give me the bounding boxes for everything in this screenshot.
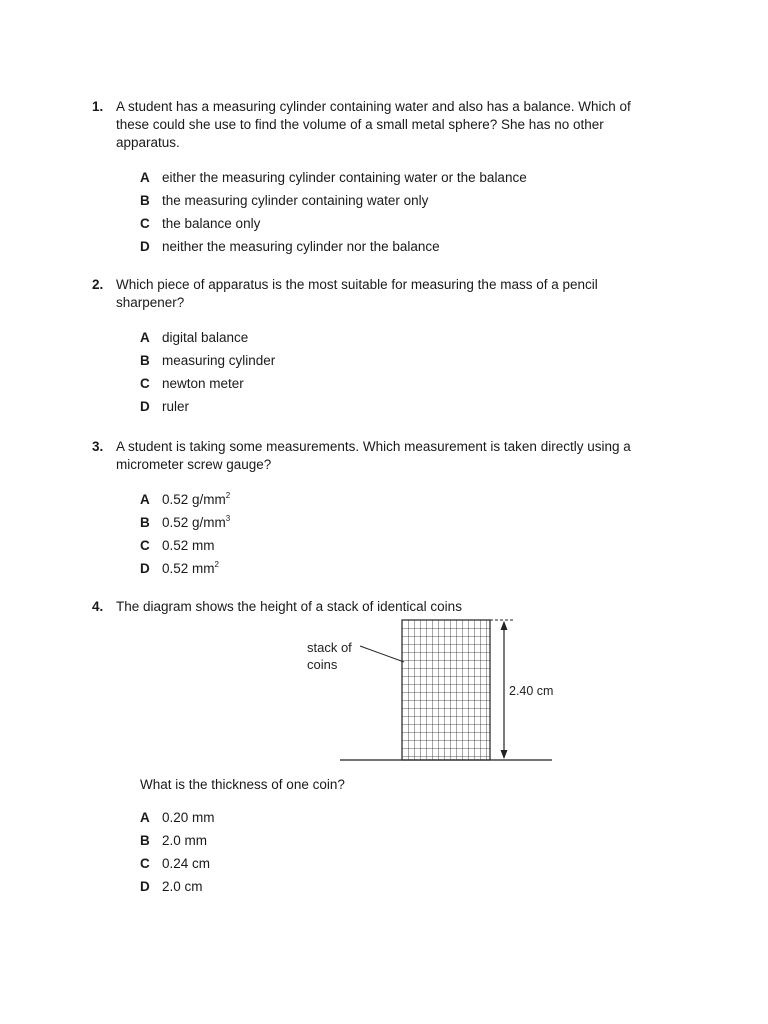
question-2 xyxy=(92,276,667,418)
option-letter: B xyxy=(140,192,150,208)
option-text xyxy=(162,560,219,578)
option-letter: C xyxy=(140,855,150,871)
option-letter: B xyxy=(140,352,150,368)
option-list xyxy=(140,806,667,898)
option-a[interactable] xyxy=(140,326,667,349)
option-text: 0.52 mm xyxy=(162,537,215,553)
option-text: the measuring cylinder containing water only xyxy=(162,192,429,208)
option-text: 2.0 cm xyxy=(162,878,203,894)
option-exponent: 3 xyxy=(225,513,231,523)
option-letter: C xyxy=(140,537,150,553)
question-text: A student has a measuring cylinder containing water and also has a balance. Which of these could she use to find the volume of a small metal sphere? She has no other apparatus. xyxy=(116,99,631,150)
option-value: 0.52 g/mm xyxy=(162,514,226,530)
option-letter: D xyxy=(140,398,150,414)
label-leader-line xyxy=(360,646,404,662)
option-d[interactable] xyxy=(140,395,667,418)
height-label: 2.40 cm xyxy=(509,684,554,698)
option-d[interactable] xyxy=(140,875,667,898)
option-text: ruler xyxy=(162,398,190,414)
option-letter: B xyxy=(140,514,150,530)
option-c[interactable] xyxy=(140,534,667,557)
question-3 xyxy=(92,438,667,580)
coin-stack-figure xyxy=(300,618,570,768)
option-d[interactable] xyxy=(140,235,667,258)
option-letter: A xyxy=(140,329,150,345)
option-exponent: 2 xyxy=(214,559,219,569)
option-text: newton meter xyxy=(162,375,244,391)
coin-stack-diagram xyxy=(300,618,570,771)
option-list xyxy=(140,488,667,580)
option-a[interactable] xyxy=(140,806,667,829)
option-letter: C xyxy=(140,215,150,231)
option-b[interactable] xyxy=(140,189,667,212)
coin-stack xyxy=(402,620,490,760)
option-text: neither the measuring cylinder nor the balance xyxy=(162,238,440,254)
option-letter: D xyxy=(140,238,150,254)
option-text: either the measuring cylinder containing water or the balance xyxy=(162,169,527,185)
question-text: Which piece of apparatus is the most suitable for measuring the mass of a pencil sharpener? xyxy=(116,277,598,310)
option-text: digital balance xyxy=(162,329,249,345)
option-text: 0.20 mm xyxy=(162,809,215,825)
option-letter: A xyxy=(140,491,150,507)
option-list xyxy=(140,166,667,258)
question-number: 3. xyxy=(92,439,104,454)
option-letter: C xyxy=(140,375,150,391)
option-text xyxy=(162,514,230,532)
question-number: 2. xyxy=(92,277,104,292)
option-text xyxy=(162,491,230,509)
option-value: 0.52 g/mm xyxy=(162,491,226,507)
sub-question-text: What is the thickness of one coin? xyxy=(140,777,345,792)
option-letter: A xyxy=(140,169,150,185)
option-text: 0.24 cm xyxy=(162,855,211,871)
question-text: A student is taking some measurements. Which measurement is taken directly using a micrometer screw gauge? xyxy=(116,439,631,472)
option-c[interactable] xyxy=(140,372,667,395)
option-exponent: 2 xyxy=(225,490,231,500)
option-a[interactable] xyxy=(140,166,667,189)
option-letter: B xyxy=(140,832,150,848)
option-text: measuring cylinder xyxy=(162,352,276,368)
option-text: 2.0 mm xyxy=(162,832,208,848)
stack-label-line2: coins xyxy=(307,657,338,672)
option-b[interactable] xyxy=(140,349,667,372)
option-letter: D xyxy=(140,878,150,894)
arrow-head-top xyxy=(501,621,508,630)
option-text: the balance only xyxy=(162,215,261,231)
option-letter: D xyxy=(140,560,150,576)
option-letter: A xyxy=(140,809,150,825)
option-c[interactable] xyxy=(140,852,667,875)
option-d[interactable] xyxy=(140,557,667,580)
option-list xyxy=(140,326,667,418)
option-a[interactable] xyxy=(140,488,667,511)
option-value: 0.52 mm xyxy=(162,560,215,576)
option-b[interactable] xyxy=(140,829,667,852)
option-b[interactable] xyxy=(140,511,667,534)
arrow-head-bottom xyxy=(501,750,508,759)
question-text: The diagram shows the height of a stack of identical coins xyxy=(116,599,462,614)
question-number: 1. xyxy=(92,99,104,114)
option-c[interactable] xyxy=(140,212,667,235)
question-number: 4. xyxy=(92,599,104,614)
question-1 xyxy=(92,98,667,258)
stack-label-line1: stack of xyxy=(307,640,352,655)
